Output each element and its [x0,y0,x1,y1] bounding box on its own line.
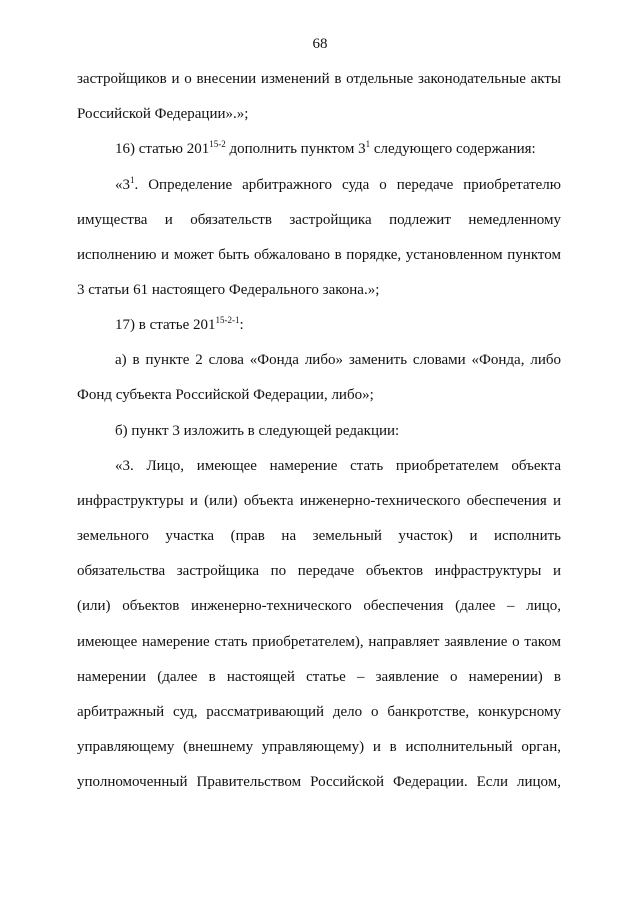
text-line: имеющее намерение стать приобретателем), направляет заявление о таком [77,634,561,650]
text-line: уполномоченный Правительством Российской Федерации. Если лицом, [77,774,561,790]
text-line: «3. Лицо, имеющее намерение стать приобретателем объекта [115,458,561,474]
text-line: (или) объектов инженерно-технического обеспечения (далее – лицо, [77,598,561,614]
text-line: Российской Федерации».»; [77,106,249,122]
superscript: 1 [365,139,371,149]
page-number: 68 [312,36,328,52]
text-line: 17) в статье 201$^{15-2-1}$: [115,315,244,333]
text-line: намерении (далее в настоящей статье – заявление о намерении) в [77,669,561,685]
superscript: 15-2-1 [215,315,240,325]
text-line: арбитражный суд, рассматривающий дело о банкротстве, конкурсному [77,704,561,720]
text-line: земельного участка (прав на земельный участок) и исполнить [77,528,561,544]
superscript: 1 [130,175,135,185]
text-line: имущества и обязательств застройщика подлежит немедленному [77,212,561,228]
text-line: управляющему (внешнему управляющему) и в исполнительный орган, [77,739,561,755]
text-line: 16) статью 201$^{15-2}$ дополнить пунктом $3^1$ следующего содержания: [115,139,536,157]
text-line: а) в пункте 2 слова «Фонда либо» заменить словами «Фонда, либо [115,352,561,368]
superscript: 15-2 [209,139,226,149]
text-line: застройщиков и о внесении изменений в отдельные законодательные акты [77,71,561,87]
text-line: инфраструктуры и (или) объекта инженерно-технического обеспечения и [77,493,561,509]
text-line: Фонд субъекта Российской Федерации, либо»; [77,387,374,403]
text-line: б) пункт 3 изложить в следующей редакции: [115,423,400,439]
text-line: обязательства застройщика по передаче объектов инфраструктуры и [77,563,561,579]
text-line: исполнению и может быть обжаловано в порядке, установленном пунктом [77,247,561,263]
text-line: 3 статьи 61 настоящего Федерального закона.»; [77,282,380,298]
text-line: «$3^1$. Определение арбитражного суда о передаче приобретателю [115,175,561,193]
